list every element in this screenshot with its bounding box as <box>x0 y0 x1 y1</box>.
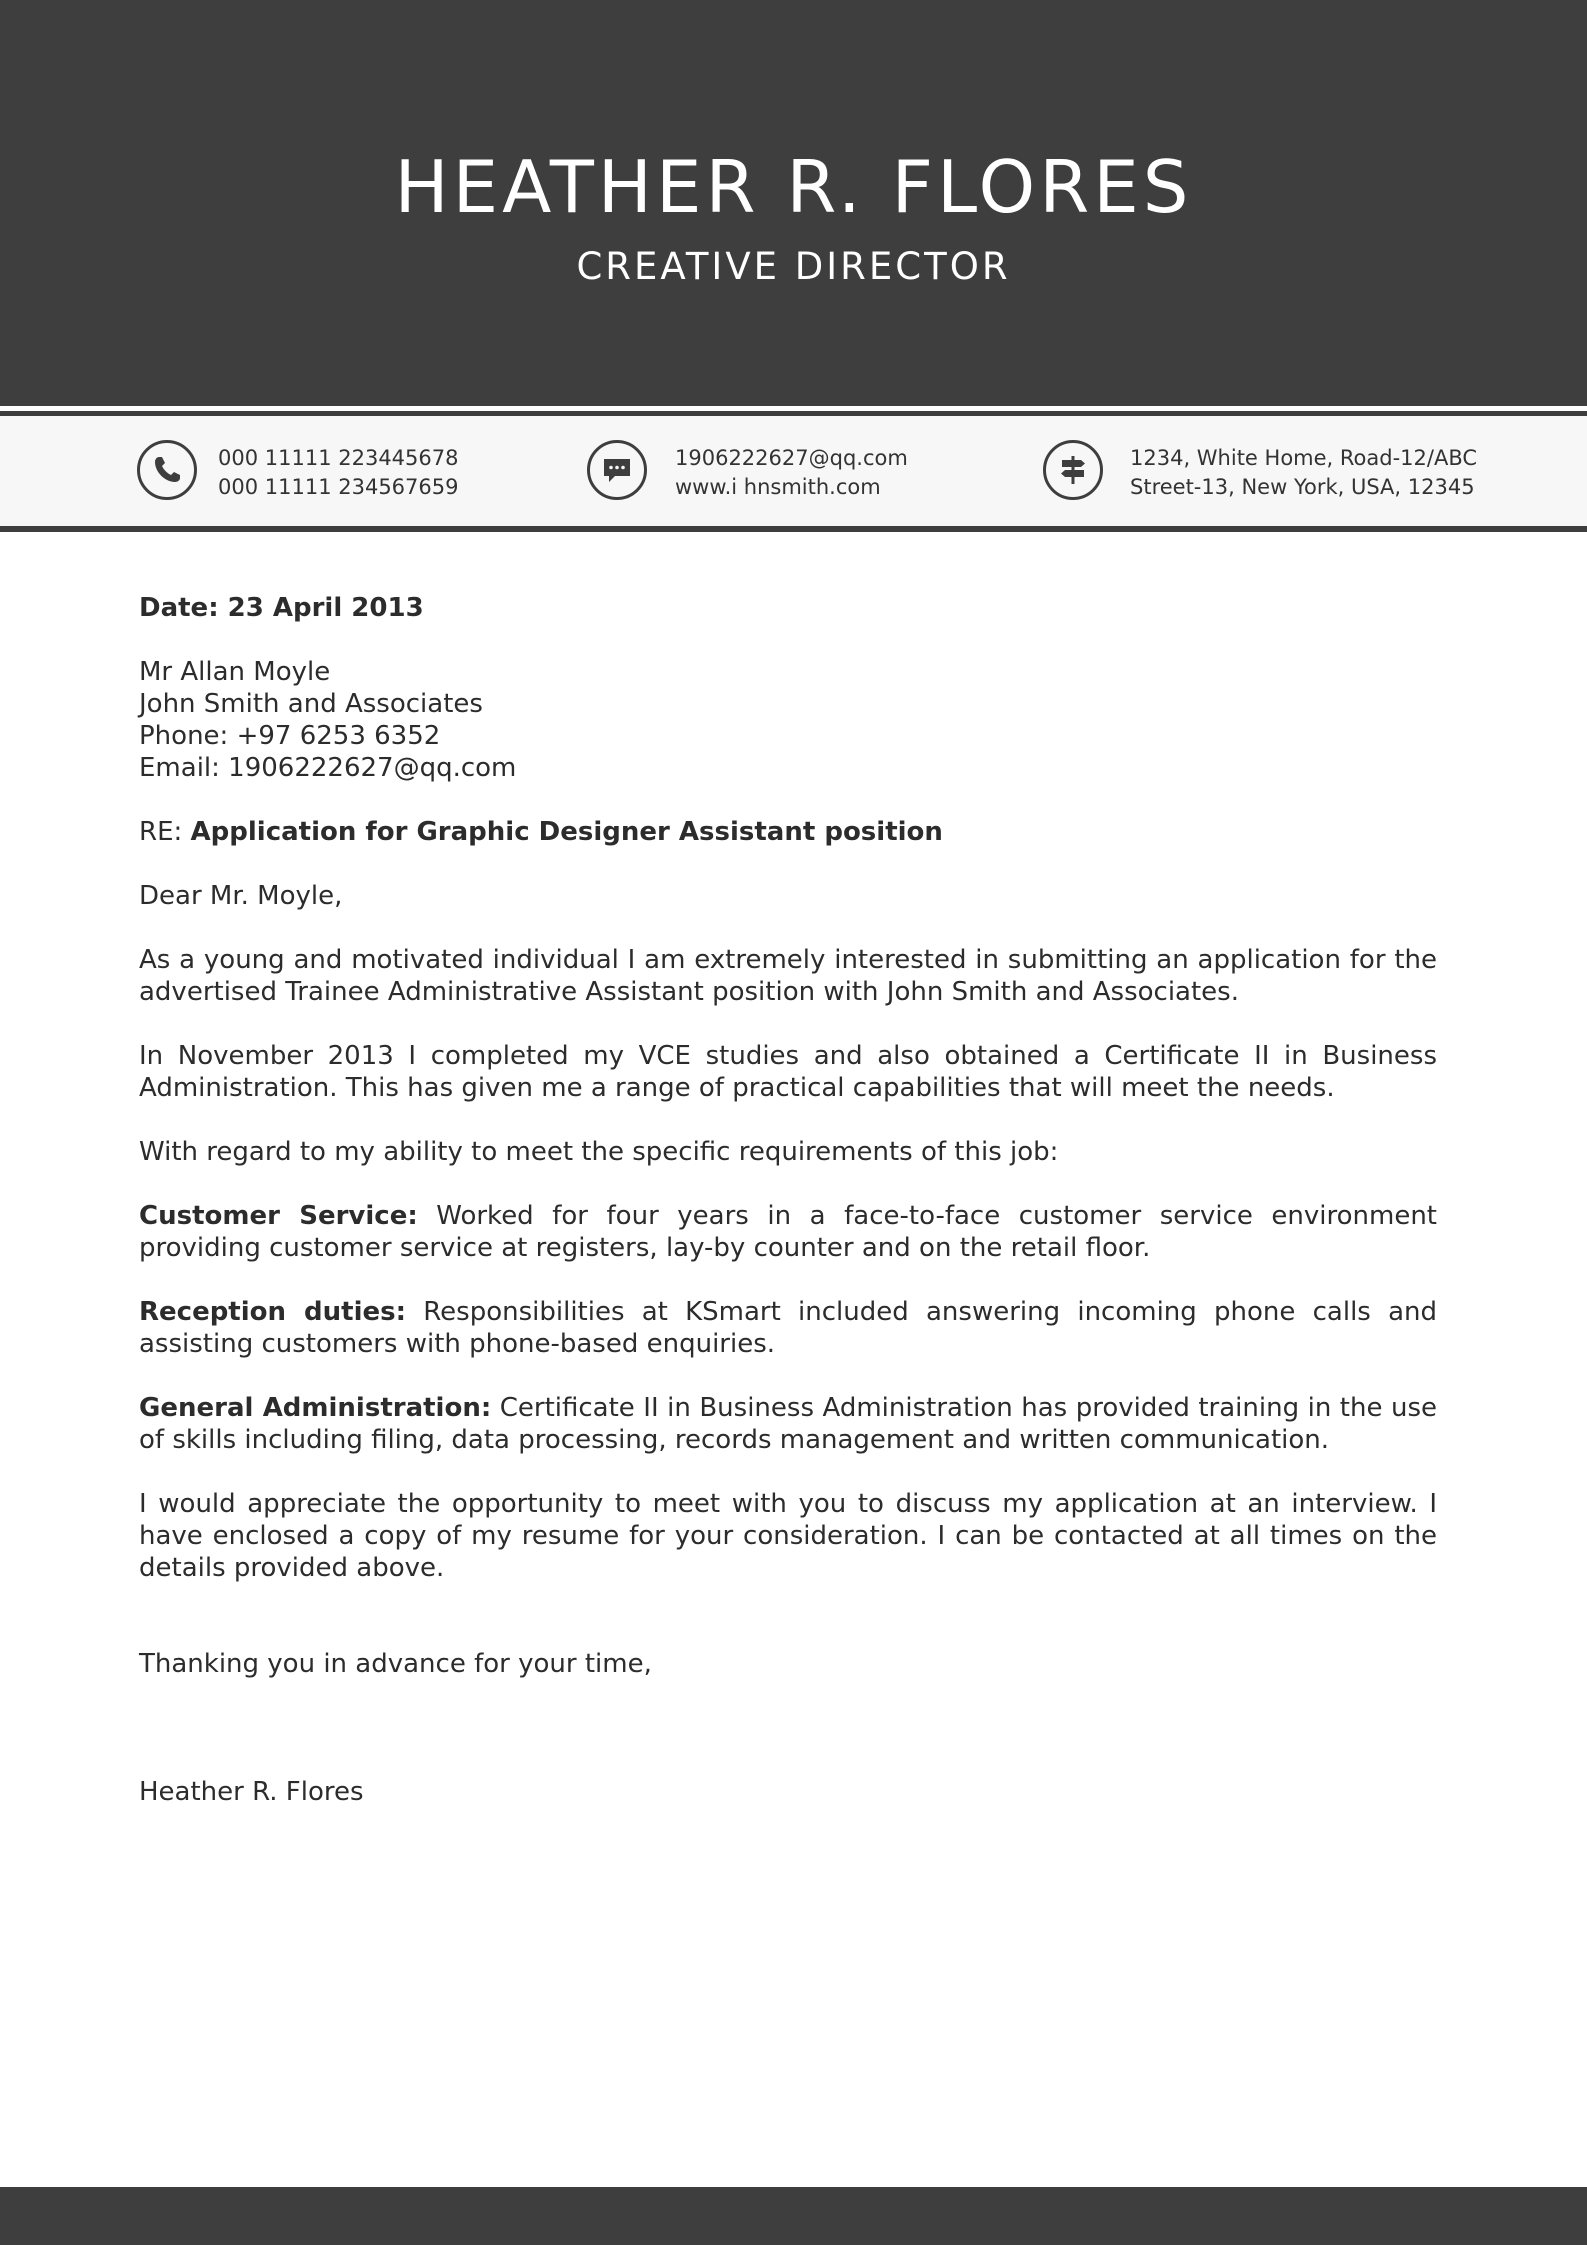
phone-number-2: 000 11111 234567659 <box>218 475 459 499</box>
phone-numbers <box>218 444 459 502</box>
chat-icon <box>587 440 647 500</box>
requirement-text: Certificate II in Business Administration has provided training in the use of skills including filing, data processing, records management and written communication. <box>139 1393 1437 1455</box>
signpost-icon <box>1043 440 1103 500</box>
requirement-text: Responsibilities at KSmart included answering incoming phone calls and assisting customers with phone-based enquiries. <box>139 1297 1437 1359</box>
contact-bar-top-line <box>0 411 1587 416</box>
address-line-1: 1234, White Home, Road-12/ABC <box>1130 446 1478 470</box>
paragraph-requirements-intro: With regard to my ability to meet the specific requirements of this job: <box>139 1137 1059 1167</box>
paragraph-closing: I would appreciate the opportunity to meet with you to discuss my application at an interview. I have enclosed a copy of my resume for your consideration. I can be contacted at all times on the details provided above. <box>139 1489 1437 1583</box>
subject-prefix: RE: <box>139 817 191 847</box>
email-address[interactable]: 1906222627@qq.com <box>675 446 908 470</box>
recipient-name: Mr Allan Moyle <box>139 657 331 687</box>
requirement-text: Worked for four years in a face-to-face customer service environment providing customer service at registers, lay-by counter and on the retail floor. <box>139 1201 1437 1263</box>
header-banner <box>0 0 1587 406</box>
requirement-label: Customer Service: <box>139 1201 418 1231</box>
contact-bar-bottom-line <box>0 526 1587 532</box>
phone-icon <box>137 440 197 500</box>
recipient-company: John Smith and Associates <box>139 689 483 719</box>
signature: Heather R. Flores <box>139 1777 364 1807</box>
letter-date: Date: 23 April 2013 <box>139 593 424 623</box>
footer-bar <box>0 2187 1587 2245</box>
requirement-reception <box>139 1296 1437 1360</box>
requirement-customer-service <box>139 1200 1437 1264</box>
salutation: Dear Mr. Moyle, <box>139 881 343 911</box>
recipient-email: Email: 1906222627@qq.com <box>139 753 517 783</box>
address-line-2: Street-13, New York, USA, 12345 <box>1130 475 1475 499</box>
phone-number-1: 000 11111 223445678 <box>218 446 459 470</box>
contact-bar <box>0 406 1587 532</box>
subject-text: Application for Graphic Designer Assistant position <box>190 817 943 847</box>
requirement-label: Reception duties: <box>139 1297 407 1327</box>
address-text <box>1130 444 1477 502</box>
recipient-phone: Phone: +97 6253 6352 <box>139 721 441 751</box>
recipient-block <box>139 656 1437 784</box>
applicant-name: HEATHER R. FLORES <box>394 145 1193 229</box>
subject-line <box>139 816 1437 848</box>
online-contacts <box>675 444 908 502</box>
website[interactable]: www.i hnsmith.com <box>675 475 881 499</box>
letter-body <box>139 592 1437 1840</box>
paragraph-education: In November 2013 I completed my VCE studies and also obtained a Certificate II in Business Administration. This has given me a range of practical capabilities that will meet the needs. <box>139 1041 1437 1103</box>
applicant-title: CREATIVE DIRECTOR <box>576 245 1011 288</box>
requirement-label: General Administration: <box>139 1393 492 1423</box>
requirement-administration <box>139 1392 1437 1456</box>
closing-line: Thanking you in advance for your time, <box>139 1649 652 1679</box>
paragraph-intro: As a young and motivated individual I am extremely interested in submitting an application for the advertised Trainee Administrative Assistant position with John Smith and Associates. <box>139 945 1437 1007</box>
